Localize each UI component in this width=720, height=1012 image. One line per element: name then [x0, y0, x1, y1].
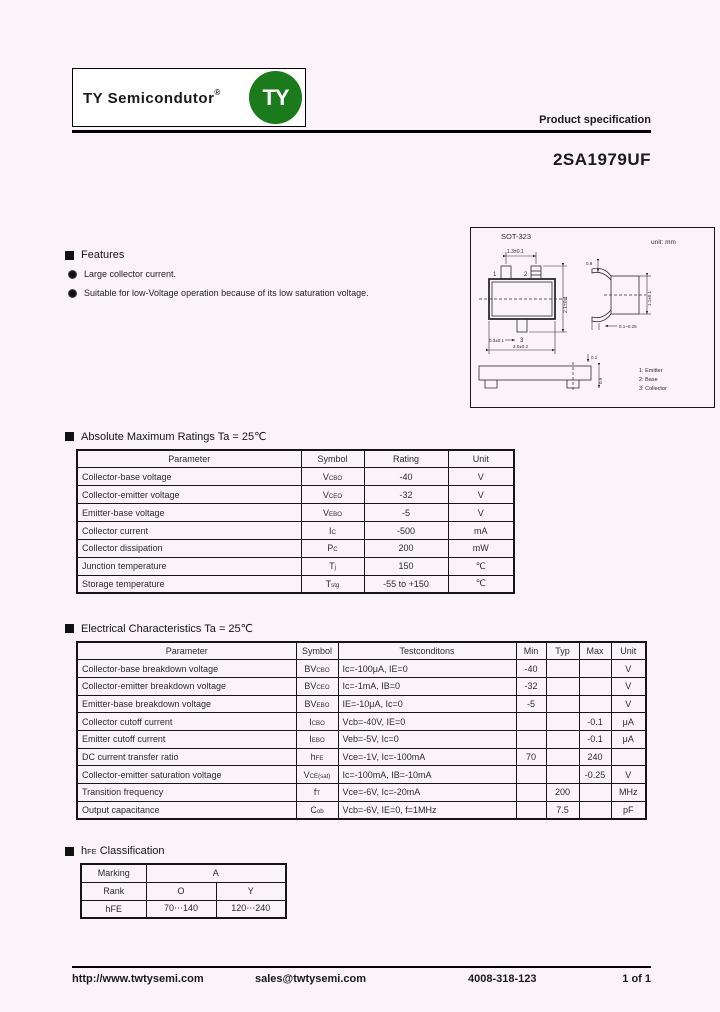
table-row [77, 486, 514, 504]
square-bullet-icon [65, 847, 74, 856]
cell-typ: 200 [546, 784, 579, 802]
cell-unit: ℃ [448, 575, 514, 593]
cell-unit: V [448, 504, 514, 522]
cell-parameter: DC current transfer ratio [77, 748, 296, 766]
cell-parameter: Collector dissipation [77, 539, 301, 557]
cell-symbol: VCEO [301, 486, 364, 504]
hfe-heading [65, 845, 165, 857]
cell-unit: mA [448, 522, 514, 540]
footer-page-number: 1 of 1 [622, 973, 651, 985]
cell-symbol: ICBO [296, 713, 338, 731]
cell-rank-y: Y [216, 882, 286, 900]
col-parameter: Parameter [77, 642, 296, 660]
cell-symbol: hFE [296, 748, 338, 766]
cell-parameter: Collector-emitter voltage [77, 486, 301, 504]
square-bullet-icon [65, 251, 74, 260]
cell-typ [546, 677, 579, 695]
footer-phone: 4008-318-123 [468, 973, 537, 985]
table-row [77, 766, 646, 784]
cell-symbol: VCE(sat) [296, 766, 338, 784]
cell-min: -5 [516, 695, 546, 713]
cell-conditions: IE=-10μA, Ic=0 [338, 695, 516, 713]
package-name-label: SOT-323 [501, 232, 532, 241]
footer-website-link[interactable]: http://www.twtysemi.com [72, 973, 204, 985]
cell-conditions: Ic=-1mA, IB=0 [338, 677, 516, 695]
cell-typ [546, 766, 579, 784]
cell-typ [546, 695, 579, 713]
cell-typ: 7.5 [546, 801, 579, 819]
cell-unit: mW [448, 539, 514, 557]
cell-parameter: Emitter cutoff current [77, 730, 296, 748]
cell-marking-label: Marking [81, 864, 146, 882]
features-heading [65, 249, 124, 261]
table-row [77, 748, 646, 766]
table-header-row [77, 450, 514, 468]
legend-collector: 3: Collector [639, 386, 667, 392]
cell-parameter: Collector cutoff current [77, 713, 296, 731]
cell-rating: 200 [364, 539, 448, 557]
table-row [77, 713, 646, 731]
cell-symbol: Tj [301, 557, 364, 575]
col-testconditions: Testconditons [338, 642, 516, 660]
cell-min [516, 713, 546, 731]
cell-rank-label: Rank [81, 882, 146, 900]
table-row [77, 468, 514, 486]
header-rule [72, 130, 651, 133]
cell-rating: -55 to +150 [364, 575, 448, 593]
cell-min [516, 784, 546, 802]
cell-typ [546, 660, 579, 678]
cell-hfe-range-y: 120⋯240 [216, 900, 286, 918]
dim-lead-width: 0.3±0.1 [489, 338, 504, 343]
cell-max: -0.1 [579, 713, 611, 731]
cell-max [579, 660, 611, 678]
cell-marking-value: A [146, 864, 286, 882]
registered-mark: ® [214, 88, 221, 97]
dim-side-height: 1.1±0.1 [647, 291, 652, 306]
cell-min: -32 [516, 677, 546, 695]
cell-parameter: Emitter-base breakdown voltage [77, 695, 296, 713]
feature-item [69, 269, 176, 279]
cell-typ [546, 713, 579, 731]
brand-logo-box [72, 68, 306, 127]
cell-hfe-label: hFE [81, 900, 146, 918]
dim-overall: 2.1±0.1 [563, 296, 569, 313]
dim-elev-top: 0.1 [591, 355, 598, 360]
cell-symbol: BVEBO [296, 695, 338, 713]
dim-elev-height: 0.9 [598, 377, 603, 384]
cell-rank-o: O [146, 882, 216, 900]
cell-unit: V [448, 486, 514, 504]
cell-parameter: Transition frequency [77, 784, 296, 802]
cell-max: -0.1 [579, 730, 611, 748]
cell-unit: μA [611, 713, 646, 731]
cell-unit: μA [611, 730, 646, 748]
abs-max-heading-label: Absolute Maximum Ratings Ta = 25℃ [81, 431, 267, 443]
cell-conditions: Vcb=-6V, IE=0, f=1MHz [338, 801, 516, 819]
package-elevation-view [479, 354, 603, 392]
cell-symbol: fT [296, 784, 338, 802]
col-max: Max [579, 642, 611, 660]
elec-heading-label: Electrical Characteristics Ta = 25℃ [81, 623, 254, 635]
col-unit: Unit [448, 450, 514, 468]
cell-symbol: IEBO [296, 730, 338, 748]
pin3-label: 3 [520, 338, 524, 344]
col-typ: Typ [546, 642, 579, 660]
col-min: Min [516, 642, 546, 660]
cell-max [579, 695, 611, 713]
table-row [77, 539, 514, 557]
package-top-view [479, 249, 569, 354]
elec-table [76, 641, 647, 820]
package-drawing [471, 228, 712, 405]
table-row [77, 557, 514, 575]
table-row [77, 504, 514, 522]
part-number-title: 2SA1979UF [552, 150, 651, 169]
cell-conditions: Ic=-100μA, IE=0 [338, 660, 516, 678]
cell-conditions: Ic=-100mA, IB=-10mA [338, 766, 516, 784]
cell-unit: V [611, 766, 646, 784]
table-row [77, 575, 514, 593]
table-row [81, 864, 286, 882]
cell-max: -0.25 [579, 766, 611, 784]
table-row [77, 522, 514, 540]
cell-typ [546, 730, 579, 748]
table-row [81, 882, 286, 900]
cell-max: 240 [579, 748, 611, 766]
abs-max-heading [65, 430, 267, 443]
product-spec-label: Product specification [539, 114, 651, 126]
table-row [77, 784, 646, 802]
col-symbol: Symbol [296, 642, 338, 660]
cell-rating: -500 [364, 522, 448, 540]
hfe-heading-label: hFE Classification [81, 845, 165, 857]
cell-symbol: Cob [296, 801, 338, 819]
table-row [77, 730, 646, 748]
cell-unit: ℃ [448, 557, 514, 575]
cell-symbol: Tstg [301, 575, 364, 593]
feature-item [69, 288, 369, 298]
feature-text: Suitable for low-Voltage operation because of its low saturation voltage. [84, 288, 369, 298]
square-bullet-icon [65, 432, 74, 441]
cell-parameter: Emitter-base voltage [77, 504, 301, 522]
hfe-table [80, 863, 287, 919]
cell-unit: V [611, 660, 646, 678]
table-row [77, 660, 646, 678]
cell-parameter: Collector current [77, 522, 301, 540]
cell-parameter: Junction temperature [77, 557, 301, 575]
cell-unit: MHz [611, 784, 646, 802]
cell-symbol: VCBO [301, 468, 364, 486]
cell-parameter: Collector-emitter breakdown voltage [77, 677, 296, 695]
cell-min: 70 [516, 748, 546, 766]
square-bullet-icon [65, 624, 74, 633]
legend-base: 2: Base [639, 377, 658, 383]
dim-side-foot: 0.1~0.25 [619, 324, 637, 329]
table-row [77, 695, 646, 713]
cell-min [516, 730, 546, 748]
cell-rating: -32 [364, 486, 448, 504]
cell-unit: pF [611, 801, 646, 819]
cell-max [579, 677, 611, 695]
pin1-label: 1 [493, 272, 497, 278]
cell-unit: V [611, 695, 646, 713]
dim-top-pitch: 1.3±0.1 [507, 249, 524, 255]
footer-email-link[interactable]: sales@twtysemi.com [255, 973, 366, 985]
pin-legend [639, 368, 667, 392]
cell-parameter: Collector-base breakdown voltage [77, 660, 296, 678]
round-bullet-icon [69, 290, 76, 297]
cell-conditions: Vcb=-40V, IE=0 [338, 713, 516, 731]
abs-max-table [76, 449, 515, 594]
footer-rule [72, 966, 651, 968]
col-parameter: Parameter [77, 450, 301, 468]
feature-text: Large collector current. [84, 269, 177, 279]
features-heading-label: Features [81, 249, 125, 261]
table-row [81, 900, 286, 918]
dim-body-length: 2.0±0.2 [513, 344, 528, 349]
col-unit: Unit [611, 642, 646, 660]
cell-symbol: BVCEO [296, 677, 338, 695]
col-rating: Rating [364, 450, 448, 468]
dim-side-top: 0.9 [586, 261, 593, 266]
table-row [77, 677, 646, 695]
brand-name: TY Semicondutor® [83, 88, 221, 107]
cell-unit [611, 748, 646, 766]
package-side-view [586, 261, 652, 330]
legend-emitter: 1: Emitter [639, 368, 663, 374]
cell-conditions: Veb=-5V, Ic=0 [338, 730, 516, 748]
cell-max [579, 801, 611, 819]
cell-unit: V [611, 677, 646, 695]
package-outline-figure [470, 227, 715, 408]
cell-unit: V [448, 468, 514, 486]
cell-parameter: Output capacitance [77, 801, 296, 819]
cell-min: -40 [516, 660, 546, 678]
cell-conditions: Vce=-1V, Ic=-100mA [338, 748, 516, 766]
ty-logo-icon: TY [249, 71, 302, 124]
unit-label: unit: mm [651, 239, 676, 246]
cell-rating: -40 [364, 468, 448, 486]
cell-symbol: BVCBO [296, 660, 338, 678]
cell-symbol: VEBO [301, 504, 364, 522]
cell-symbol: IC [301, 522, 364, 540]
pin2-label: 2 [524, 272, 528, 278]
cell-parameter: Storage temperature [77, 575, 301, 593]
cell-min [516, 766, 546, 784]
cell-conditions: Vce=-6V, Ic=-20mA [338, 784, 516, 802]
cell-symbol: PC [301, 539, 364, 557]
cell-typ [546, 748, 579, 766]
cell-min [516, 801, 546, 819]
elec-heading [65, 622, 253, 635]
table-row [77, 801, 646, 819]
cell-parameter: Collector-base voltage [77, 468, 301, 486]
cell-max [579, 784, 611, 802]
table-header-row [77, 642, 646, 660]
cell-rating: 150 [364, 557, 448, 575]
round-bullet-icon [69, 271, 76, 278]
col-symbol: Symbol [301, 450, 364, 468]
cell-parameter: Collector-emitter saturation voltage [77, 766, 296, 784]
cell-rating: -5 [364, 504, 448, 522]
cell-hfe-range-o: 70⋯140 [146, 900, 216, 918]
